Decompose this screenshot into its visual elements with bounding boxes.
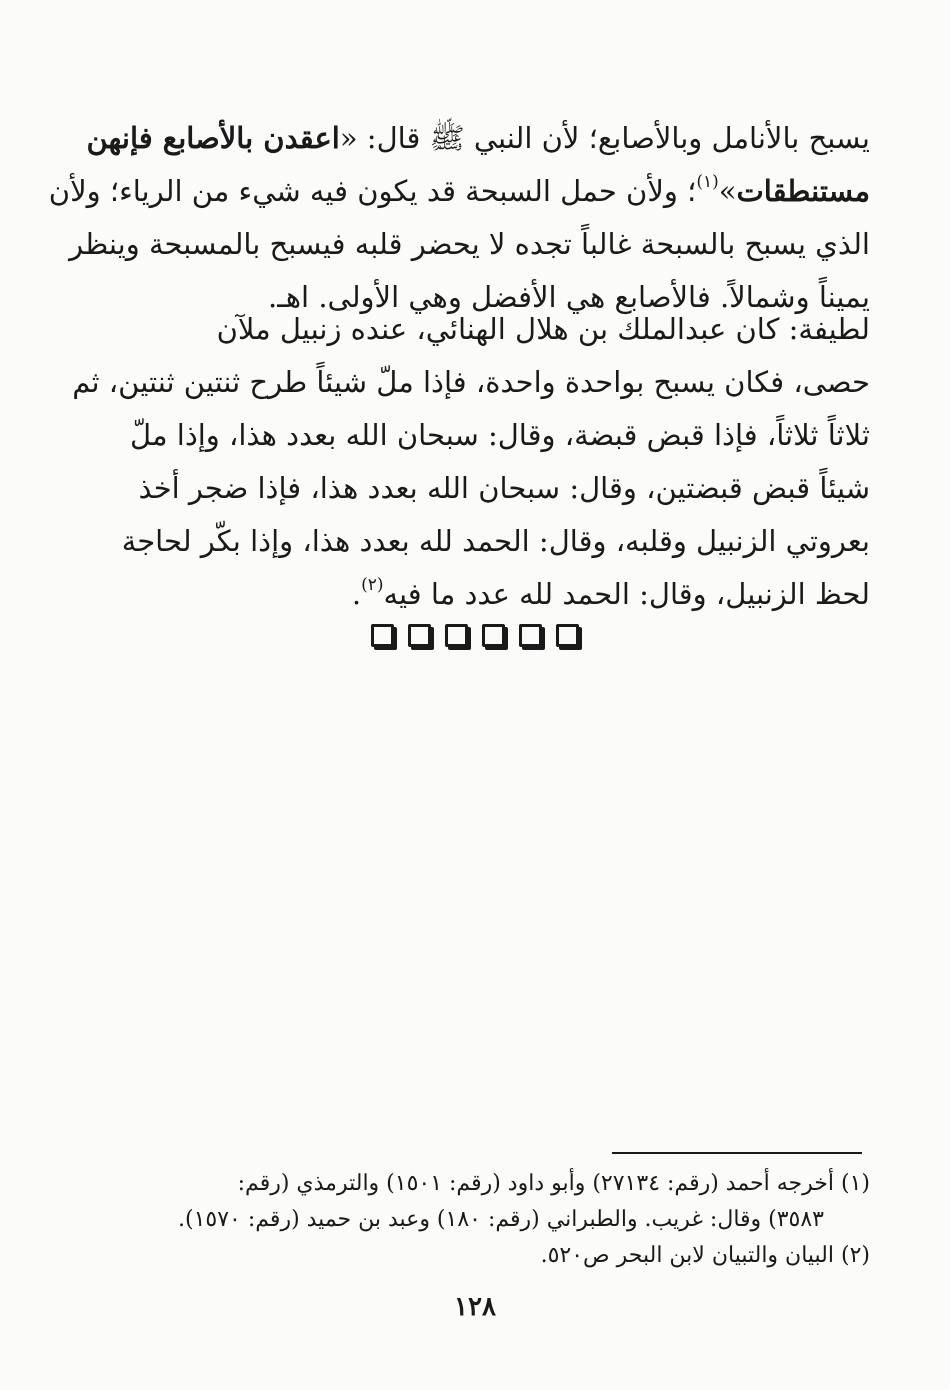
hadith-quote: مستنطقات — [736, 174, 870, 208]
footnote-1-continued: ٣٥٨٣) وقال: غريب. والطبراني (رقم: ١٨٠) وعبد بن حميد (رقم: ١٥٧٠). — [178, 1207, 824, 1232]
text-line: ثلاثاً ثلاثاً، فإذا قبض قبضة، وقال: سبحان الله بعدد هذا، وإذا ملّ — [130, 418, 870, 452]
footnote-1: (١) أخرجه أحمد (رقم: ٢٧١٣٤) وأبو داود (رقم: ١٥٠١) والترمذي (رقم: — [237, 1171, 870, 1196]
square-ornament-icon — [371, 624, 394, 647]
text-line: بعروتي الزنبيل وقلبه، وقال: الحمد لله بعدد هذا، وإذا بكّر لحاجة — [121, 524, 870, 558]
footnote-ref-2[interactable]: (٢) — [361, 575, 384, 595]
page-number: ١٢٨ — [454, 1292, 496, 1322]
footnote-ref-1[interactable]: (١) — [696, 172, 719, 192]
hadith-quote: اعقدن بالأصابع فإنهن — [86, 121, 340, 155]
text-line: مستنطقات»$^{(١)}$؛ ولأن حمل السبحة قد يكون فيه شيء من الرياء؛ ولأن — [48, 172, 870, 208]
text-line: يميناً وشمالاً. فالأصابع هي الأفضل وهي الأولى. اهـ. — [268, 280, 870, 314]
main-paragraph-2 — [72, 303, 870, 621]
square-ornament-icon — [482, 624, 505, 647]
section-divider-ornament — [0, 624, 950, 647]
text-line: لطيفة: كان عبدالملك بن هلال الهنائي، عنده زنبيل ملآن — [216, 312, 870, 346]
square-ornament-icon — [408, 624, 431, 647]
footnotes — [110, 1166, 870, 1274]
text-line: حصى، فكان يسبح بواحدة واحدة، فإذا ملّ شيئاً طرح ثنتين ثنتين، ثم — [72, 365, 870, 399]
square-ornament-icon — [519, 624, 542, 647]
footnote-separator — [612, 1152, 862, 1154]
main-paragraph-1 — [48, 112, 870, 324]
square-ornament-icon — [556, 624, 579, 647]
text-line: شيئاً قبض قبضتين، وقال: سبحان الله بعدد هذا، فإذا ضجر أخذ — [138, 471, 870, 505]
square-ornament-icon — [445, 624, 468, 647]
text-line: يسبح بالأنامل وبالأصابع؛ لأن النبي ﷺ قال: «اعقدن بالأصابع فإنهن — [86, 121, 870, 155]
text-line: لحظ الزنبيل، وقال: الحمد لله عدد ما فيه$^{(٢)}$. — [351, 575, 870, 611]
footnote-2: (٢) البيان والتبيان لابن البحر ص٥٢٠. — [540, 1243, 870, 1268]
text-line: الذي يسبح بالسبحة غالباً تجده لا يحضر قلبه فيسبح بالمسبحة وينظر — [69, 227, 870, 261]
